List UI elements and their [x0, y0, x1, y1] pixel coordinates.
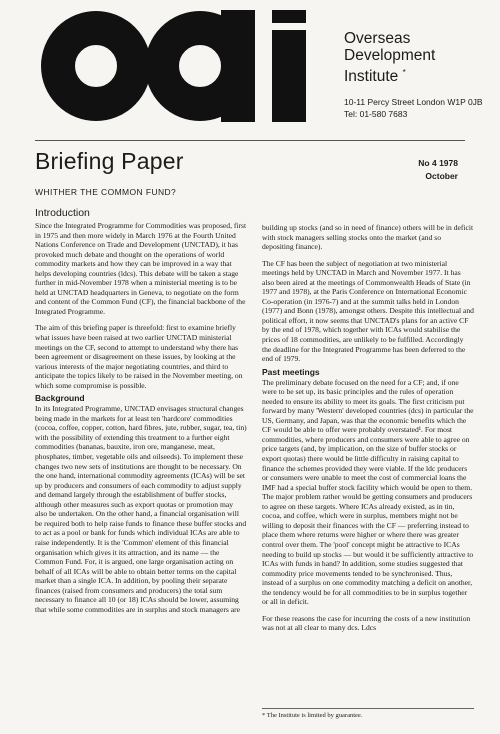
street-address: 10-11 Percy Street London W1P 0JB — [344, 97, 483, 107]
institute-name — [344, 30, 494, 85]
right-column — [262, 223, 474, 640]
telephone: Tel: 01-580 7683 — [344, 108, 408, 119]
footnote-divider — [262, 708, 474, 709]
footnote: * The Institute is limited by guarantee. — [262, 712, 363, 719]
institute-name-line-2: Development — [344, 47, 436, 64]
document-title: Briefing Paper — [35, 148, 184, 174]
institute-name-line-1: Overseas — [344, 30, 411, 47]
document-subtitle: WHITHER THE COMMON FUND? — [35, 187, 177, 197]
header-divider — [35, 140, 465, 141]
paragraph-right-1: building up stocks (and so in need of finance) others will be in deficit with stock managers selling stocks onto the market (and so depositing finance). — [262, 223, 474, 252]
section-heading-introduction: Introduction — [35, 207, 90, 219]
paragraph-background-1: In its Integrated Programme, UNCTAD envisages structural changes being made in the markets for at least ten 'hardcore' commodities (cocoa, coffee, copper, cotton, hard fibres, jute, rubber, sugar, tea, tin) with the possibility of extending this treatment to a further eight commodities (bananas, bauxite, iron ore, manganese, meat, phosphates, timber, vegetable oils and oilseeds). To implement these changes two new sets of institutions are thought to be necessary. On the one hand, international commodity agreements (ICAs) will be set up by producers and consumers of each commodity to adjust supply and demand largely through the establishment of buffer stocks, although other measures such as export quotas or promotion may also be undertaken. On the other hand, a financial organisation will be required both to help raise funds to finance these buffer stocks and to act as a pool or bank for funds which individual ICAs are able to raise independently. It is the 'Common' element of this financial organisation which gives it its attraction, and its name — the Common Fund. For, it is argued, one large organisation acting on behalf of all ICAs will be able to obtain better terms on the capital market than a single ICA. In addition, by pooling their separate finances (raised from consumers and producers) the total sum necessary to finance all 10 (or 18) ICAs should be lower, assuming that while some commodities are in surplus and stock managers are — [35, 404, 247, 614]
paragraph-intro-1: Since the Integrated Programme for Commodities was proposed, first in 1975 and then more widely in March 1976 at the Fourth United Nations Conference on Trade and Development (UNCTAD), it has provoked much debate and thought on the operations of world commodity markets and how they can be improved in a way that helps developing countries (ldcs). This debate will be taken a stage further in mid-November 1978 when a ministerial meeting is to be held at UNCTAD headquarters in Geneva, to negotiate on the form and content of the Common Fund (CF), the financial backbone of the Integrated Programme. — [35, 221, 247, 316]
issue-month: October — [425, 171, 458, 181]
issue-number: No 4 1978 — [418, 158, 458, 168]
paragraph-past-1: The preliminary debate focused on the need for a CF; and, if one were to be set up, its basic principles and the rules of operation needed to ensure its ability to meet its goals. The first criticism put forward by many 'Western' developed countries (dcs) in particular the US, Germany, and Japan, was that the economic benefits which the CF would be able to offer were probably overstated¹. For most commodities, where producers and consumers were able to agree on price targets (and, by implication, on the size of buffer stocks or export quotas) there would be little difficulty in raising capital to finance the schemes provided they were viable. If the ldc producers or consumers were unable to meet the cost of commercial loans the IMF had a special buffer stock facility which would be open to them. The major problem rather would be getting consumers and producers to agree on these targets. Where ICAs already existed, as in tin, cocoa, and coffee, which were in surplus, members might not be willing to deposit their finances with the CF — preferring instead to place them where returns were higher or where there was greater control over them. The 'pool' concept might be attractive to ICAs needing to build up stocks — but would it be sufficiently attractive to ICAs with funds in hand? In addition, some studies suggested that commodity price movements tended to be synchronised. Thus, instead of a surplus on one commodity matching a deficit on another, the tendency would be for all commodities to be in surplus together or all in deficit. — [262, 377, 474, 607]
paragraph-right-2: The CF has been the subject of negotiation at two ministerial meetings held by UNCTAD in March and November 1977. It has also been aired at the meetings of Commonwealth Heads of State (in 1977 and 1978), at the Paris Conference on International Economic Co-operation (in 1976-7) and at the summit talks held in London (1977) and Bonn (1978), amongst others. Despite this intellectual and political effort, it now seems that UNCTAD's plans for an active CF by the end of 1978, which together with ICAs would stabilise the prices of 18 commodities, are unlikely to be fulfilled. Accordingly the deadline for the Integrated Programme has been deferred to the end of 1979. — [262, 258, 474, 364]
institute-footnote-mark: * — [402, 68, 406, 77]
left-column — [35, 207, 247, 621]
paragraph-intro-2: The aim of this briefing paper is threefold: first to examine briefly what issues have been raised at two earlier UNCTAD ministerial meetings on the CF, second to attempt to understand why there has been agreement or disagreement on these issues, by looking at the various interests of the major negotiating countries, and third to anticipate the topics likely to be raised in the November meeting, on which some compromise is possible. — [35, 323, 243, 390]
odi-logo — [40, 10, 318, 122]
institute-name-line-3: Institute * — [344, 68, 406, 86]
paragraph-past-2: For these reasons the case for incurring the costs of a new institution was not at all clear to many dcs. Ldcs — [262, 613, 471, 633]
institute-address — [344, 97, 494, 120]
section-heading-background: Background — [35, 393, 85, 404]
section-heading-past-meetings: Past meetings — [262, 366, 320, 377]
